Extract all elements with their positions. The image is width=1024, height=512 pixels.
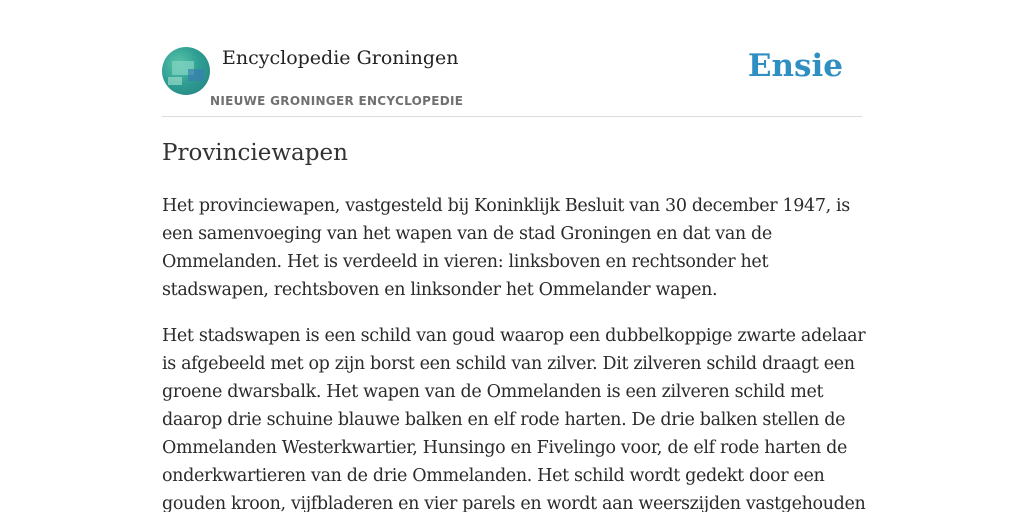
article-paragraph: Het provinciewapen, vastgesteld bij Koninklijk Besluit van 30 december 1947, is een samenvoeging van het wapen van de stad Groningen en dat van de Ommelanden. Het is verdeeld in vieren: linksboven en rechtsonder het stadswapen, rechtsboven en linksonder het Ommelander wapen. [162,196,850,300]
site-header [162,40,862,117]
article-title: Provinciewapen [162,140,348,166]
article-paragraph: Het stadswapen is een schild van goud waarop een dubbelkoppige zwarte adelaar is afgebeeld met op zijn borst een schild van zilver. Dit zilveren schild draagt een groene dwarsbalk. Het wapen van de Ommelanden is een zilveren schild met daarop drie schuine blauwe balken en elf rode harten. De drie balken stellen de Ommelanden Westerkwartier, Hunsingo en Fivelingo voor, de elf rode harten de onderkwartieren van de drie Ommelanden. Het schild wordt gedekt door een gouden kroon, vijfbladeren en vier parels en wordt aan weerszijden vastgehouden [162,326,866,512]
article-body [162,192,866,512]
encyclopedia-logo[interactable] [162,47,210,95]
site-subtitle: NIEUWE GRONINGER ENCYCLOPEDIE [210,94,464,108]
site-name-link[interactable]: Encyclopedie Groningen [222,47,459,69]
ensie-brand-link[interactable]: Ensie [747,48,843,84]
